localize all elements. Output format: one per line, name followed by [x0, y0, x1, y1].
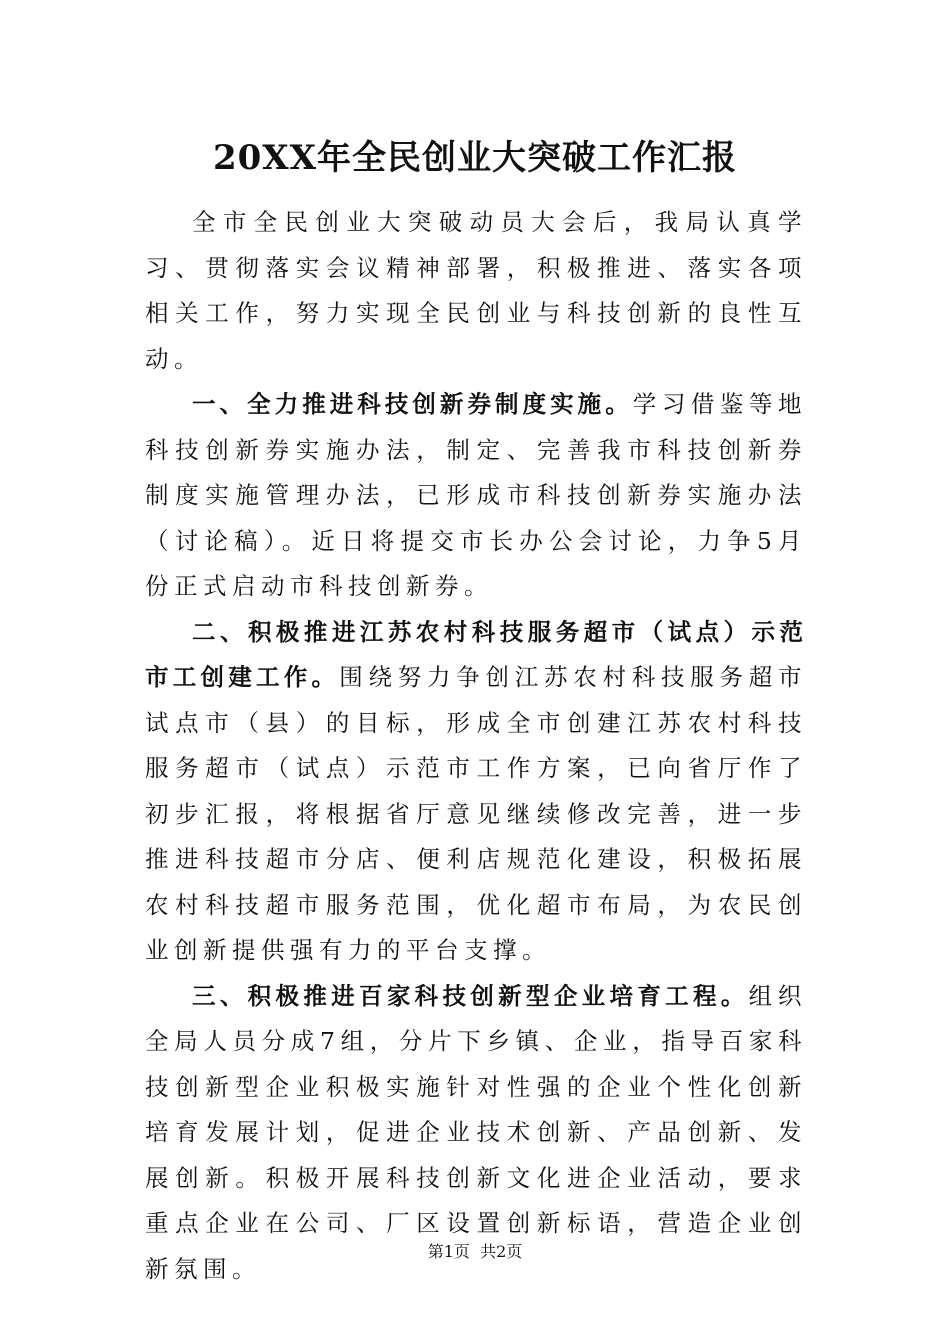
section-heading-2: 二、积极推进江苏农村科技服务超市（试点）示范市工创建工作。 — [145, 617, 807, 691]
section-heading-3: 三、积极推进百家科技创新型企业培育工程。 — [192, 981, 749, 1010]
document-body — [145, 200, 807, 1292]
page-number-footer: 第1页 共2页 — [427, 1242, 523, 1261]
section-text-2: 围绕努力争创江苏农村科技服务超市试点市（县）的目标，形成全市创建江苏农村科技服务超市（试点）示范市工作方案，已向省厅作了初步汇报，将根据省厅意见继续修改完善，进一步推进科技超市分店、便利店规范化建设，积极拓展农村科技超市服务范围，优化超市布局，为农民创业创新提供强有力的平台支撑。 — [145, 663, 807, 964]
section-text-3: 组织全局人员分成7组，分片下乡镇、企业，指导百家科技创新型企业积极实施针对性强的企业个性化创新培育发展计划，促进企业技术创新、产品创新、发展创新。积极开展科技创新文化进企业活动，要求重点企业在公司、厂区设置创新标语，营造企业创新氛围。 — [145, 981, 808, 1283]
section-paragraph-1 — [145, 382, 807, 610]
section-text-1: 学习借鉴等地科技创新券实施办法，制定、完善我市科技创新券制度实施管理办法，已形成市科技创新券实施办法（讨论稿）。近日将提交市长办公会讨论，力争5月份正式启动市科技创新券。 — [145, 390, 808, 600]
section-heading-1: 一、全力推进科技创新券制度实施。 — [192, 390, 633, 418]
document-title: 20XX年全民创业大突破工作汇报 — [212, 138, 738, 178]
section-paragraph-2 — [145, 610, 807, 974]
intro-paragraph: 全市全民创业大突破动员大会后，我局认真学习、贯彻落实会议精神部署，积极推进、落实各项相关工作，努力实现全民创业与科技创新的良性互动。 — [145, 208, 807, 373]
